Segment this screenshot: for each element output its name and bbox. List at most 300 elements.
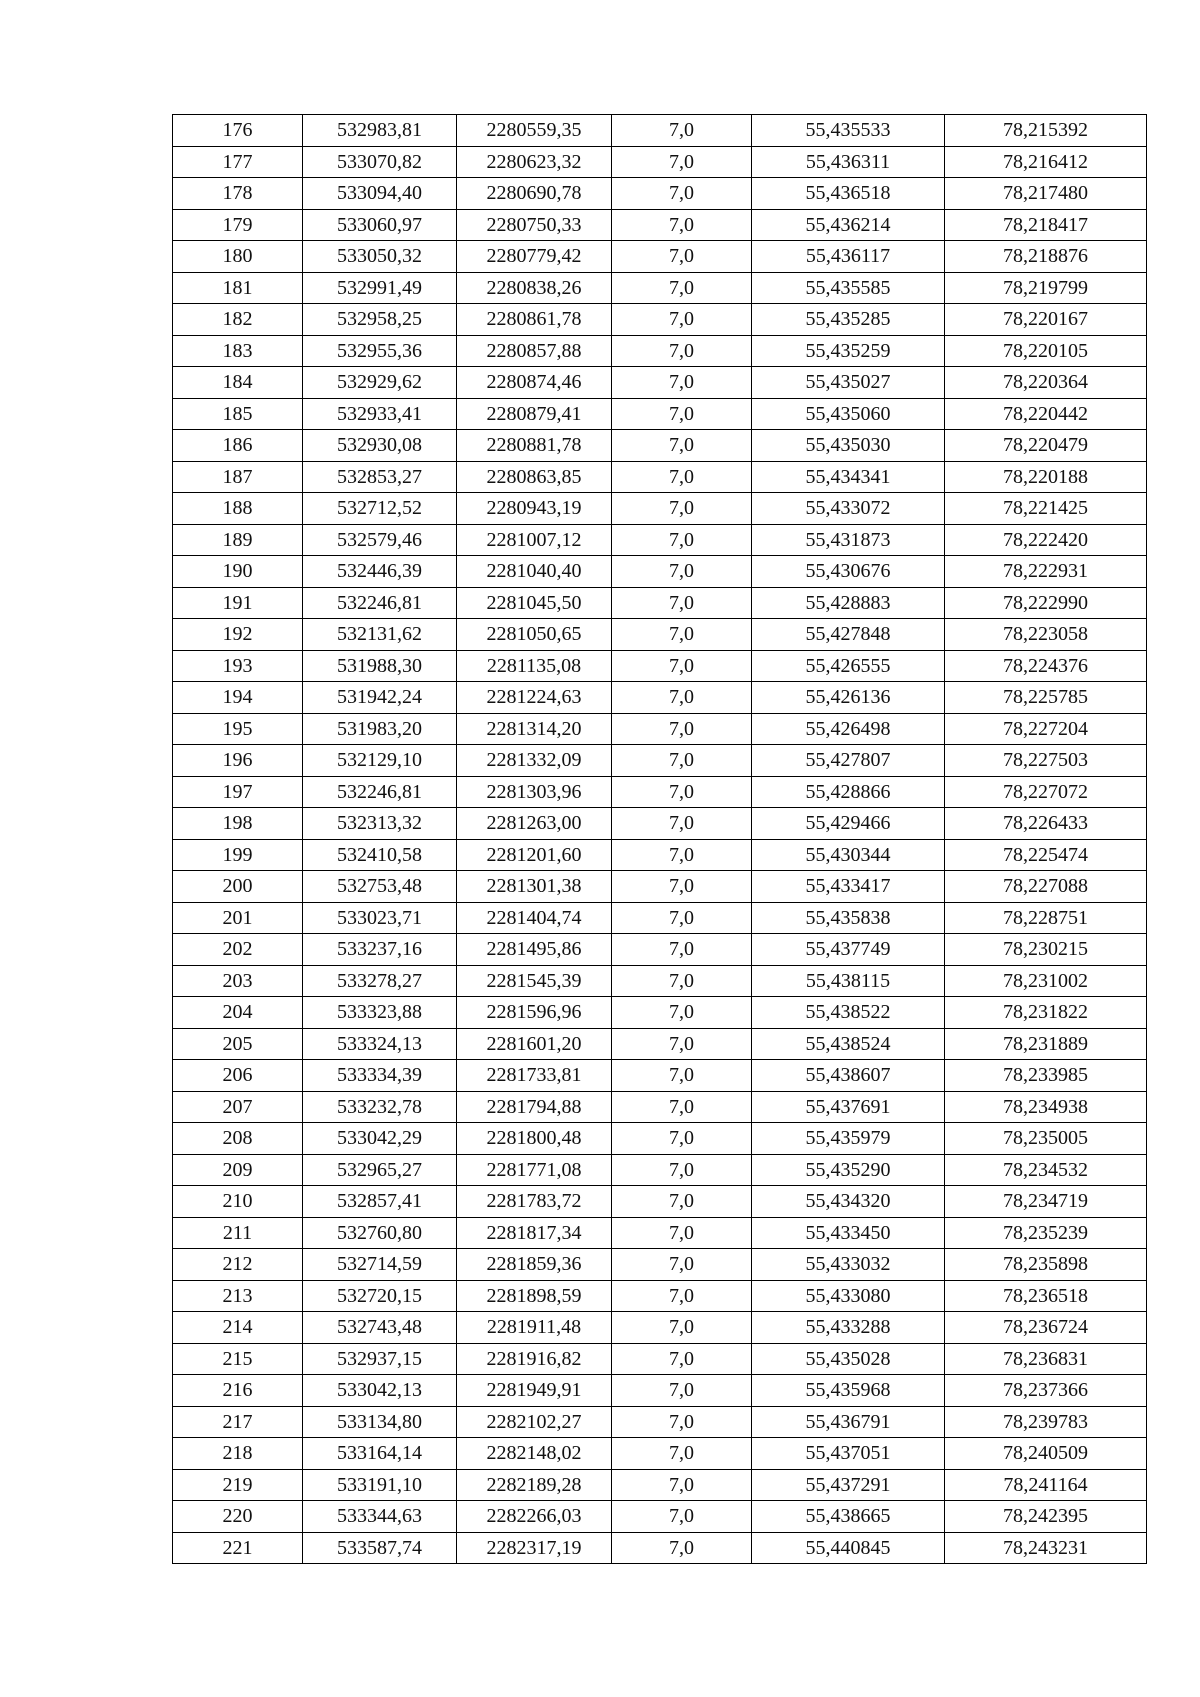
x-coordinate-cell: 533134,80 <box>303 1406 457 1438</box>
table-row <box>173 587 1147 619</box>
table-row <box>173 556 1147 588</box>
y-coordinate-cell: 2282102,27 <box>457 1406 612 1438</box>
x-coordinate-cell: 533042,13 <box>303 1375 457 1407</box>
latitude-cell: 55,434341 <box>752 461 945 493</box>
x-coordinate-cell: 532929,62 <box>303 367 457 399</box>
table-row <box>173 1123 1147 1155</box>
latitude-cell: 55,435030 <box>752 430 945 462</box>
longitude-cell: 78,220167 <box>945 304 1147 336</box>
y-coordinate-cell: 2281545,39 <box>457 965 612 997</box>
x-coordinate-cell: 533587,74 <box>303 1532 457 1564</box>
longitude-cell: 78,219799 <box>945 272 1147 304</box>
value-cell: 7,0 <box>612 398 752 430</box>
point-number-cell: 209 <box>173 1154 303 1186</box>
latitude-cell: 55,429466 <box>752 808 945 840</box>
table-row <box>173 934 1147 966</box>
table-row <box>173 304 1147 336</box>
longitude-cell: 78,216412 <box>945 146 1147 178</box>
x-coordinate-cell: 532930,08 <box>303 430 457 462</box>
latitude-cell: 55,434320 <box>752 1186 945 1218</box>
latitude-cell: 55,438115 <box>752 965 945 997</box>
y-coordinate-cell: 2281040,40 <box>457 556 612 588</box>
longitude-cell: 78,235239 <box>945 1217 1147 1249</box>
y-coordinate-cell: 2281783,72 <box>457 1186 612 1218</box>
table-body <box>173 115 1147 1564</box>
coordinates-table <box>172 114 1147 1564</box>
point-number-cell: 203 <box>173 965 303 997</box>
longitude-cell: 78,239783 <box>945 1406 1147 1438</box>
latitude-cell: 55,436791 <box>752 1406 945 1438</box>
value-cell: 7,0 <box>612 808 752 840</box>
table-row <box>173 524 1147 556</box>
table-row <box>173 808 1147 840</box>
y-coordinate-cell: 2280559,35 <box>457 115 612 147</box>
point-number-cell: 212 <box>173 1249 303 1281</box>
latitude-cell: 55,430344 <box>752 839 945 871</box>
value-cell: 7,0 <box>612 871 752 903</box>
x-coordinate-cell: 532857,41 <box>303 1186 457 1218</box>
value-cell: 7,0 <box>612 304 752 336</box>
table-row <box>173 146 1147 178</box>
value-cell: 7,0 <box>612 1532 752 1564</box>
y-coordinate-cell: 2281794,88 <box>457 1091 612 1123</box>
x-coordinate-cell: 532313,32 <box>303 808 457 840</box>
latitude-cell: 55,436214 <box>752 209 945 241</box>
table-row <box>173 1343 1147 1375</box>
latitude-cell: 55,435838 <box>752 902 945 934</box>
value-cell: 7,0 <box>612 587 752 619</box>
point-number-cell: 220 <box>173 1501 303 1533</box>
value-cell: 7,0 <box>612 115 752 147</box>
point-number-cell: 201 <box>173 902 303 934</box>
longitude-cell: 78,231822 <box>945 997 1147 1029</box>
point-number-cell: 192 <box>173 619 303 651</box>
longitude-cell: 78,218876 <box>945 241 1147 273</box>
y-coordinate-cell: 2282148,02 <box>457 1438 612 1470</box>
table-row <box>173 839 1147 871</box>
x-coordinate-cell: 532760,80 <box>303 1217 457 1249</box>
point-number-cell: 199 <box>173 839 303 871</box>
longitude-cell: 78,234719 <box>945 1186 1147 1218</box>
longitude-cell: 78,227204 <box>945 713 1147 745</box>
point-number-cell: 197 <box>173 776 303 808</box>
table-row <box>173 178 1147 210</box>
x-coordinate-cell: 533237,16 <box>303 934 457 966</box>
x-coordinate-cell: 532933,41 <box>303 398 457 430</box>
table-row <box>173 335 1147 367</box>
point-number-cell: 187 <box>173 461 303 493</box>
value-cell: 7,0 <box>612 272 752 304</box>
x-coordinate-cell: 533094,40 <box>303 178 457 210</box>
latitude-cell: 55,437291 <box>752 1469 945 1501</box>
x-coordinate-cell: 531942,24 <box>303 682 457 714</box>
point-number-cell: 189 <box>173 524 303 556</box>
value-cell: 7,0 <box>612 430 752 462</box>
y-coordinate-cell: 2281916,82 <box>457 1343 612 1375</box>
longitude-cell: 78,242395 <box>945 1501 1147 1533</box>
x-coordinate-cell: 533344,63 <box>303 1501 457 1533</box>
longitude-cell: 78,222931 <box>945 556 1147 588</box>
y-coordinate-cell: 2281045,50 <box>457 587 612 619</box>
latitude-cell: 55,428883 <box>752 587 945 619</box>
value-cell: 7,0 <box>612 650 752 682</box>
latitude-cell: 55,433417 <box>752 871 945 903</box>
x-coordinate-cell: 532579,46 <box>303 524 457 556</box>
table-row <box>173 682 1147 714</box>
y-coordinate-cell: 2280879,41 <box>457 398 612 430</box>
value-cell: 7,0 <box>612 461 752 493</box>
table-row <box>173 115 1147 147</box>
value-cell: 7,0 <box>612 493 752 525</box>
value-cell: 7,0 <box>612 556 752 588</box>
table-row <box>173 272 1147 304</box>
longitude-cell: 78,220364 <box>945 367 1147 399</box>
latitude-cell: 55,431873 <box>752 524 945 556</box>
table-row <box>173 1028 1147 1060</box>
x-coordinate-cell: 532958,25 <box>303 304 457 336</box>
value-cell: 7,0 <box>612 713 752 745</box>
point-number-cell: 176 <box>173 115 303 147</box>
point-number-cell: 208 <box>173 1123 303 1155</box>
table-row <box>173 650 1147 682</box>
y-coordinate-cell: 2280863,85 <box>457 461 612 493</box>
x-coordinate-cell: 533164,14 <box>303 1438 457 1470</box>
table-row <box>173 461 1147 493</box>
table-row <box>173 241 1147 273</box>
x-coordinate-cell: 533060,97 <box>303 209 457 241</box>
table-row <box>173 1406 1147 1438</box>
table-row <box>173 367 1147 399</box>
latitude-cell: 55,435290 <box>752 1154 945 1186</box>
longitude-cell: 78,222990 <box>945 587 1147 619</box>
value-cell: 7,0 <box>612 1249 752 1281</box>
value-cell: 7,0 <box>612 146 752 178</box>
longitude-cell: 78,231889 <box>945 1028 1147 1060</box>
x-coordinate-cell: 531983,20 <box>303 713 457 745</box>
point-number-cell: 210 <box>173 1186 303 1218</box>
table-row <box>173 1249 1147 1281</box>
value-cell: 7,0 <box>612 1217 752 1249</box>
latitude-cell: 55,435259 <box>752 335 945 367</box>
latitude-cell: 55,438607 <box>752 1060 945 1092</box>
table-row <box>173 1186 1147 1218</box>
latitude-cell: 55,437051 <box>752 1438 945 1470</box>
longitude-cell: 78,236724 <box>945 1312 1147 1344</box>
point-number-cell: 206 <box>173 1060 303 1092</box>
value-cell: 7,0 <box>612 1280 752 1312</box>
value-cell: 7,0 <box>612 1501 752 1533</box>
point-number-cell: 179 <box>173 209 303 241</box>
y-coordinate-cell: 2280943,19 <box>457 493 612 525</box>
longitude-cell: 78,241164 <box>945 1469 1147 1501</box>
longitude-cell: 78,220442 <box>945 398 1147 430</box>
x-coordinate-cell: 533324,13 <box>303 1028 457 1060</box>
value-cell: 7,0 <box>612 1154 752 1186</box>
longitude-cell: 78,230215 <box>945 934 1147 966</box>
point-number-cell: 204 <box>173 997 303 1029</box>
table-row <box>173 965 1147 997</box>
value-cell: 7,0 <box>612 902 752 934</box>
value-cell: 7,0 <box>612 524 752 556</box>
latitude-cell: 55,433288 <box>752 1312 945 1344</box>
y-coordinate-cell: 2282189,28 <box>457 1469 612 1501</box>
value-cell: 7,0 <box>612 178 752 210</box>
latitude-cell: 55,435027 <box>752 367 945 399</box>
value-cell: 7,0 <box>612 934 752 966</box>
y-coordinate-cell: 2281800,48 <box>457 1123 612 1155</box>
value-cell: 7,0 <box>612 619 752 651</box>
y-coordinate-cell: 2281201,60 <box>457 839 612 871</box>
value-cell: 7,0 <box>612 776 752 808</box>
point-number-cell: 202 <box>173 934 303 966</box>
value-cell: 7,0 <box>612 1060 752 1092</box>
y-coordinate-cell: 2280690,78 <box>457 178 612 210</box>
x-coordinate-cell: 533278,27 <box>303 965 457 997</box>
point-number-cell: 219 <box>173 1469 303 1501</box>
value-cell: 7,0 <box>612 1091 752 1123</box>
x-coordinate-cell: 532446,39 <box>303 556 457 588</box>
x-coordinate-cell: 533334,39 <box>303 1060 457 1092</box>
point-number-cell: 214 <box>173 1312 303 1344</box>
latitude-cell: 55,426136 <box>752 682 945 714</box>
latitude-cell: 55,426498 <box>752 713 945 745</box>
x-coordinate-cell: 532129,10 <box>303 745 457 777</box>
latitude-cell: 55,427848 <box>752 619 945 651</box>
y-coordinate-cell: 2281601,20 <box>457 1028 612 1060</box>
longitude-cell: 78,237366 <box>945 1375 1147 1407</box>
point-number-cell: 217 <box>173 1406 303 1438</box>
table-row <box>173 871 1147 903</box>
latitude-cell: 55,433450 <box>752 1217 945 1249</box>
value-cell: 7,0 <box>612 1438 752 1470</box>
x-coordinate-cell: 532853,27 <box>303 461 457 493</box>
table-row <box>173 1060 1147 1092</box>
latitude-cell: 55,436117 <box>752 241 945 273</box>
table-row <box>173 1501 1147 1533</box>
latitude-cell: 55,435285 <box>752 304 945 336</box>
value-cell: 7,0 <box>612 1469 752 1501</box>
point-number-cell: 182 <box>173 304 303 336</box>
longitude-cell: 78,218417 <box>945 209 1147 241</box>
longitude-cell: 78,217480 <box>945 178 1147 210</box>
value-cell: 7,0 <box>612 682 752 714</box>
y-coordinate-cell: 2282317,19 <box>457 1532 612 1564</box>
value-cell: 7,0 <box>612 1028 752 1060</box>
value-cell: 7,0 <box>612 965 752 997</box>
point-number-cell: 191 <box>173 587 303 619</box>
latitude-cell: 55,438524 <box>752 1028 945 1060</box>
y-coordinate-cell: 2281332,09 <box>457 745 612 777</box>
point-number-cell: 186 <box>173 430 303 462</box>
latitude-cell: 55,435968 <box>752 1375 945 1407</box>
longitude-cell: 78,228751 <box>945 902 1147 934</box>
table-row <box>173 1154 1147 1186</box>
value-cell: 7,0 <box>612 1123 752 1155</box>
latitude-cell: 55,426555 <box>752 650 945 682</box>
y-coordinate-cell: 2281859,36 <box>457 1249 612 1281</box>
longitude-cell: 78,221425 <box>945 493 1147 525</box>
table-row <box>173 398 1147 430</box>
x-coordinate-cell: 532753,48 <box>303 871 457 903</box>
point-number-cell: 211 <box>173 1217 303 1249</box>
value-cell: 7,0 <box>612 367 752 399</box>
y-coordinate-cell: 2281301,38 <box>457 871 612 903</box>
latitude-cell: 55,435979 <box>752 1123 945 1155</box>
x-coordinate-cell: 533050,32 <box>303 241 457 273</box>
x-coordinate-cell: 532937,15 <box>303 1343 457 1375</box>
latitude-cell: 55,435585 <box>752 272 945 304</box>
value-cell: 7,0 <box>612 1406 752 1438</box>
table-row <box>173 745 1147 777</box>
value-cell: 7,0 <box>612 241 752 273</box>
latitude-cell: 55,435533 <box>752 115 945 147</box>
table-row <box>173 1280 1147 1312</box>
latitude-cell: 55,440845 <box>752 1532 945 1564</box>
point-number-cell: 181 <box>173 272 303 304</box>
latitude-cell: 55,437691 <box>752 1091 945 1123</box>
longitude-cell: 78,224376 <box>945 650 1147 682</box>
x-coordinate-cell: 533042,29 <box>303 1123 457 1155</box>
y-coordinate-cell: 2280623,32 <box>457 146 612 178</box>
x-coordinate-cell: 532712,52 <box>303 493 457 525</box>
table-row <box>173 1312 1147 1344</box>
value-cell: 7,0 <box>612 1312 752 1344</box>
y-coordinate-cell: 2281596,96 <box>457 997 612 1029</box>
y-coordinate-cell: 2281303,96 <box>457 776 612 808</box>
longitude-cell: 78,215392 <box>945 115 1147 147</box>
table-row <box>173 209 1147 241</box>
y-coordinate-cell: 2280857,88 <box>457 335 612 367</box>
point-number-cell: 185 <box>173 398 303 430</box>
longitude-cell: 78,225474 <box>945 839 1147 871</box>
y-coordinate-cell: 2280750,33 <box>457 209 612 241</box>
y-coordinate-cell: 2280881,78 <box>457 430 612 462</box>
y-coordinate-cell: 2281771,08 <box>457 1154 612 1186</box>
y-coordinate-cell: 2281733,81 <box>457 1060 612 1092</box>
point-number-cell: 180 <box>173 241 303 273</box>
x-coordinate-cell: 532246,81 <box>303 587 457 619</box>
y-coordinate-cell: 2280874,46 <box>457 367 612 399</box>
y-coordinate-cell: 2281495,86 <box>457 934 612 966</box>
point-number-cell: 193 <box>173 650 303 682</box>
longitude-cell: 78,233985 <box>945 1060 1147 1092</box>
longitude-cell: 78,226433 <box>945 808 1147 840</box>
x-coordinate-cell: 532246,81 <box>303 776 457 808</box>
table-row <box>173 1091 1147 1123</box>
y-coordinate-cell: 2281135,08 <box>457 650 612 682</box>
longitude-cell: 78,234532 <box>945 1154 1147 1186</box>
latitude-cell: 55,433072 <box>752 493 945 525</box>
point-number-cell: 198 <box>173 808 303 840</box>
longitude-cell: 78,223058 <box>945 619 1147 651</box>
y-coordinate-cell: 2281050,65 <box>457 619 612 651</box>
point-number-cell: 194 <box>173 682 303 714</box>
latitude-cell: 55,435060 <box>752 398 945 430</box>
x-coordinate-cell: 532983,81 <box>303 115 457 147</box>
value-cell: 7,0 <box>612 997 752 1029</box>
point-number-cell: 216 <box>173 1375 303 1407</box>
value-cell: 7,0 <box>612 1186 752 1218</box>
point-number-cell: 207 <box>173 1091 303 1123</box>
table-row <box>173 902 1147 934</box>
table-row <box>173 493 1147 525</box>
longitude-cell: 78,234938 <box>945 1091 1147 1123</box>
table-row <box>173 1438 1147 1470</box>
value-cell: 7,0 <box>612 209 752 241</box>
longitude-cell: 78,227503 <box>945 745 1147 777</box>
point-number-cell: 215 <box>173 1343 303 1375</box>
x-coordinate-cell: 533232,78 <box>303 1091 457 1123</box>
y-coordinate-cell: 2281263,00 <box>457 808 612 840</box>
table-row <box>173 997 1147 1029</box>
y-coordinate-cell: 2281007,12 <box>457 524 612 556</box>
longitude-cell: 78,243231 <box>945 1532 1147 1564</box>
x-coordinate-cell: 532410,58 <box>303 839 457 871</box>
x-coordinate-cell: 532131,62 <box>303 619 457 651</box>
x-coordinate-cell: 532714,59 <box>303 1249 457 1281</box>
y-coordinate-cell: 2281898,59 <box>457 1280 612 1312</box>
table-row <box>173 1217 1147 1249</box>
longitude-cell: 78,227072 <box>945 776 1147 808</box>
x-coordinate-cell: 532965,27 <box>303 1154 457 1186</box>
y-coordinate-cell: 2282266,03 <box>457 1501 612 1533</box>
longitude-cell: 78,222420 <box>945 524 1147 556</box>
longitude-cell: 78,220188 <box>945 461 1147 493</box>
x-coordinate-cell: 533191,10 <box>303 1469 457 1501</box>
latitude-cell: 55,428866 <box>752 776 945 808</box>
x-coordinate-cell: 532991,49 <box>303 272 457 304</box>
point-number-cell: 178 <box>173 178 303 210</box>
value-cell: 7,0 <box>612 335 752 367</box>
value-cell: 7,0 <box>612 839 752 871</box>
longitude-cell: 78,235005 <box>945 1123 1147 1155</box>
latitude-cell: 55,438522 <box>752 997 945 1029</box>
y-coordinate-cell: 2281404,74 <box>457 902 612 934</box>
x-coordinate-cell: 533070,82 <box>303 146 457 178</box>
longitude-cell: 78,220105 <box>945 335 1147 367</box>
latitude-cell: 55,435028 <box>752 1343 945 1375</box>
y-coordinate-cell: 2280838,26 <box>457 272 612 304</box>
table-row <box>173 776 1147 808</box>
x-coordinate-cell: 532955,36 <box>303 335 457 367</box>
point-number-cell: 218 <box>173 1438 303 1470</box>
y-coordinate-cell: 2280779,42 <box>457 241 612 273</box>
y-coordinate-cell: 2281949,91 <box>457 1375 612 1407</box>
latitude-cell: 55,433080 <box>752 1280 945 1312</box>
longitude-cell: 78,236831 <box>945 1343 1147 1375</box>
point-number-cell: 184 <box>173 367 303 399</box>
y-coordinate-cell: 2281817,34 <box>457 1217 612 1249</box>
table-row <box>173 619 1147 651</box>
table-row <box>173 1532 1147 1564</box>
latitude-cell: 55,437749 <box>752 934 945 966</box>
point-number-cell: 188 <box>173 493 303 525</box>
point-number-cell: 190 <box>173 556 303 588</box>
table-row <box>173 430 1147 462</box>
longitude-cell: 78,220479 <box>945 430 1147 462</box>
longitude-cell: 78,231002 <box>945 965 1147 997</box>
y-coordinate-cell: 2281314,20 <box>457 713 612 745</box>
value-cell: 7,0 <box>612 745 752 777</box>
x-coordinate-cell: 533023,71 <box>303 902 457 934</box>
value-cell: 7,0 <box>612 1343 752 1375</box>
latitude-cell: 55,438665 <box>752 1501 945 1533</box>
value-cell: 7,0 <box>612 1375 752 1407</box>
latitude-cell: 55,430676 <box>752 556 945 588</box>
point-number-cell: 183 <box>173 335 303 367</box>
longitude-cell: 78,225785 <box>945 682 1147 714</box>
y-coordinate-cell: 2281911,48 <box>457 1312 612 1344</box>
